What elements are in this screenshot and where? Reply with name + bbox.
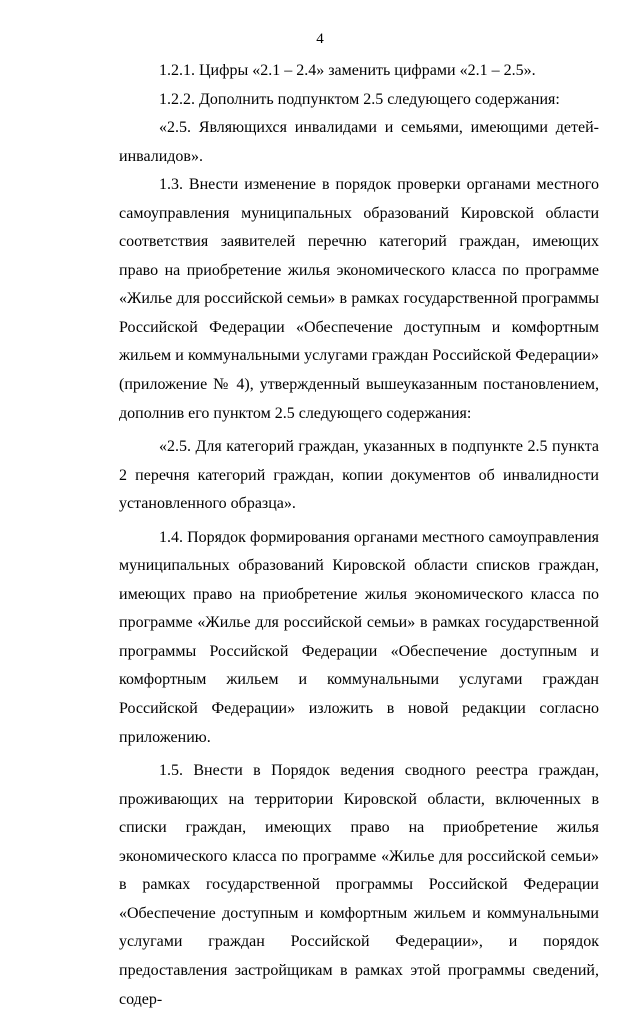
paragraph-subitem-2-5-documents: «2.5. Для категорий граждан, указанных в подпункте 2.5 пункта 2 перечня категорий граждан, копии документов об инвалидности установленного образца».	[119, 438, 599, 513]
paragraph-1-2-2: 1.2.2. Дополнить подпунктом 2.5 следующего содержания:	[159, 90, 560, 108]
paragraph-1-5: 1.5. Внести в Порядок ведения сводного реестра граждан, проживающих на территории Кировской области, включенных в списки граждан, имеющих право на приобретение жилья экономического класса по программе «Жилье для российской семьи» в рамках государственной программы Российской Федерации «Обеспечение доступным и комфортным жильем и коммунальными услугами граждан Российской Федерации», и порядок предоставления застройщикам в рамках этой программы сведений, содер-	[119, 762, 599, 1008]
paragraph-subitem-2-5-disabled: «2.5. Являющихся инвалидами и семьями, имеющими детей-инвалидов».	[119, 119, 599, 165]
paragraph-1-3: 1.3. Внести изменение в порядок проверки органами местного самоуправления муниципальных образований Кировской области соответствия заявителей перечню категорий граждан, имеющих право на приобретение жилья экономического класса по программе «Жилье для российской семьи» в рамках государственной программы Российской Федерации «Обеспечение доступным и комфортным жильем и коммунальными услугами граждан Российской Федерации» (приложение № 4), утвержденный вышеуказанным постановлением, дополнив его пунктом 2.5 следующего содержания:	[119, 176, 599, 422]
page-number: 4	[316, 31, 324, 47]
document-body	[119, 57, 599, 1014]
paragraph-1-2-1: 1.2.1. Цифры «2.1 – 2.4» заменить цифрами «2.1 – 2.5».	[159, 62, 536, 79]
paragraph-1-4: 1.4. Порядок формирования органами местного самоуправления муниципальных образований Кировской области списков граждан, имеющих право на приобретение жилья экономического класса по программе «Жилье для российской семьи» в рамках государственной программы Российской Федерации «Обеспечение доступным и комфортным жильем и коммунальными услугами граждан Российской Федерации» изложить в новой редакции согласно приложению.	[119, 528, 599, 746]
